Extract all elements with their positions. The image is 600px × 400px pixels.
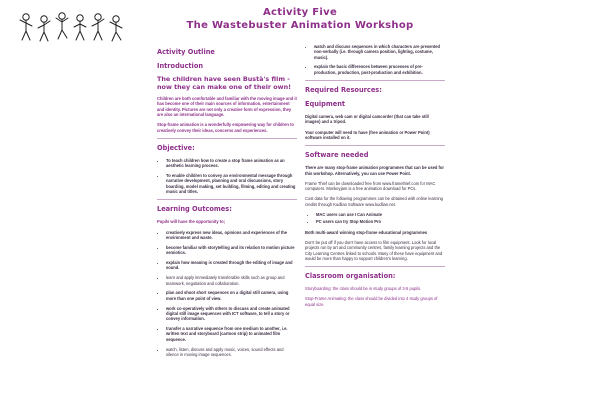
- list-item: • To enable children to convey an environmental message through narrative development, planning and oral discussions, story boarding, model making, set building, filming, editing and creating music and titles.: [166, 173, 297, 194]
- list-item: • To teach children how to create a stop frame animation as an aesthetic learning process.: [166, 158, 297, 169]
- equipment-paragraph-1: Digital camera, web cam or digital camcorder (that can take still images) and a tripod.: [305, 114, 429, 125]
- software-heading: Software needed: [305, 151, 369, 160]
- classroom-paragraph-2: Stop-Frame Animating: the class should be divided into 4 study groups of equal size.: [305, 296, 438, 307]
- activity-outline-heading: Activity Outline: [157, 48, 215, 56]
- divider: [305, 145, 445, 146]
- list-item: • transfer a narrative sequence from one medium to another, i.e. written text and storyboard (cartoon strip) to animated film sequence.: [166, 326, 297, 342]
- software-paragraph-3: Cost data for the following programmes can be obtained with online learning credits through Kudlian Software www.kudlian.net.: [305, 196, 443, 207]
- software-paragraph-5: Don't be put off if you don't have access to film equipment. Look for local projects run by art and community centres, family learning projects and the City Learning Centres linked to schools. Many of these have equipment and would be more than happy to support children's learning.: [305, 239, 443, 261]
- list-item: • creatively express new ideas, opinions and experiences of the environment and waste.: [166, 230, 297, 241]
- classroom-paragraph-1: Storyboarding: the class should be in study groups of 3-5 pupils.: [305, 286, 422, 292]
- equipment-heading: Equipment: [305, 100, 346, 109]
- list-item: • become familiar with storytelling and its relation to motion picture semiotics.: [166, 245, 297, 256]
- software-paragraph-1: There are many stop-frame animation programmes that can be used for this workshop. Alternatively, you can use Power Point.: [305, 165, 444, 176]
- list-item: • work co-operatively with others to discuss and create animated digital still image sequences with ICT software, to tell a story or convey information.: [166, 306, 297, 322]
- equipment-paragraph-2: Your computer will need to have (free animation or Power Point) software installed on it.: [305, 129, 430, 140]
- continued-outcomes-list: [305, 44, 445, 75]
- list-item: • explain how meaning is created through the editing of image and sound.: [166, 260, 297, 271]
- list-item: • explain the basic differences between processes of pre-production, production, post-production and exhibition.: [314, 64, 445, 75]
- introduction-heading: Introduction: [157, 62, 204, 70]
- intro-paragraph-1: Children are both comfortable and familiar with the moving image and it has become one of their main sources of information, entertainment and identity. Pictures are not only a creative form of expression, they are also an international language.: [157, 96, 297, 118]
- objective-heading: Objective:: [157, 143, 195, 152]
- divider: [157, 138, 297, 139]
- list-item: • MAC users can use I Can Animate: [316, 212, 445, 217]
- divider: [305, 80, 445, 81]
- right-column: [305, 44, 445, 312]
- left-column: [157, 48, 297, 362]
- list-item: • plan and shoot short sequences on a digital still camera, using more than one point of view.: [166, 290, 297, 301]
- list-item: • watch, listen, discuss and apply music, voices, sound effects and silence in moving image sequences.: [166, 347, 297, 358]
- list-item: • watch and discuss sequences in which characters are presented non-verbally (i.e. through camera position, lighting, costume, music).: [314, 44, 445, 60]
- outcomes-intro: Pupils will have the opportunity to;: [157, 219, 226, 225]
- divider: [305, 266, 445, 267]
- classroom-organisation-heading: Classroom organisation:: [305, 272, 396, 281]
- learning-outcomes-heading: Learning Outcomes:: [157, 205, 232, 214]
- intro-paragraph-2: Stop-frame animation is a wonderfully empowering way for children to creatively convey their ideas, concerns and experiences.: [157, 122, 294, 133]
- list-item: • learn and apply immediately transferable skills such as group and teamwork, negotiation and collaboration.: [166, 275, 297, 286]
- outcomes-list: [157, 230, 297, 358]
- software-paragraph-2: Frame Thief can be downloaded free from www.framethief.com for MAC computers. Monkeyjam is a free animation download for PCs.: [305, 180, 436, 192]
- objective-list: [157, 158, 297, 194]
- title-block: [0, 6, 600, 32]
- software-list: [305, 212, 445, 225]
- intro-tagline: The children have seen Bustà's film - now they can make one of their own!: [157, 75, 292, 91]
- required-resources-heading: Required Resources:: [305, 86, 382, 95]
- activity-title: Activity Five: [262, 7, 338, 18]
- software-paragraph-4: Both multi-award winning stop-frame educational programmes: [305, 229, 428, 235]
- list-item: • PC users can try Stop Motion Pro: [316, 219, 445, 224]
- divider: [157, 199, 297, 200]
- workshop-title: The Wastebuster Animation Workshop: [186, 20, 414, 31]
